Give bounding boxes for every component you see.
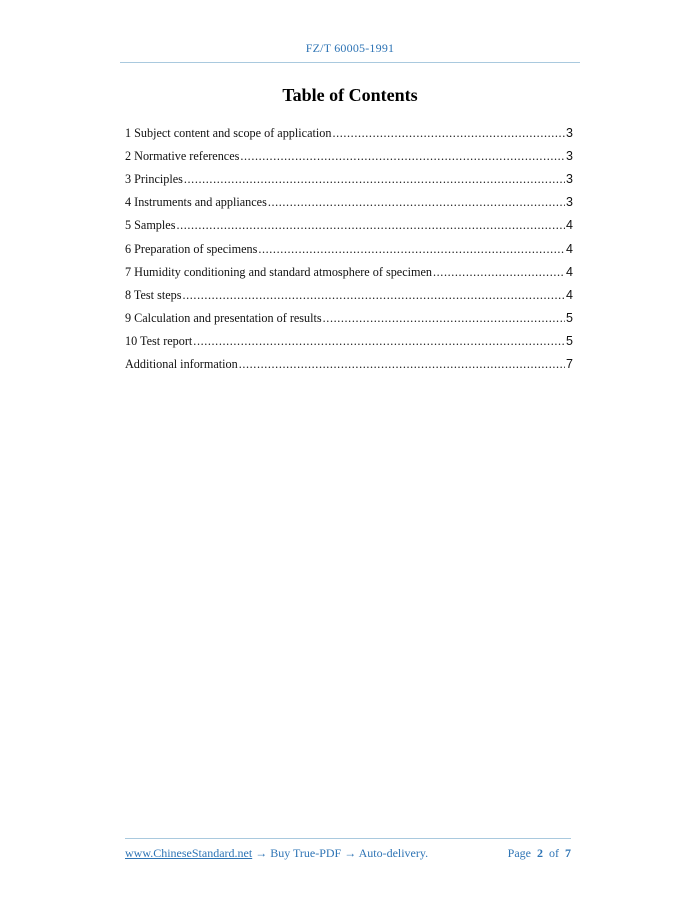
toc-dot-leader bbox=[184, 171, 565, 187]
total-pages-number: 7 bbox=[565, 846, 571, 860]
toc-entry-label: 7 Humidity conditioning and standard atmosphere of specimen bbox=[125, 264, 432, 279]
toc-dot-leader bbox=[433, 264, 565, 280]
toc-entry-additional-information[interactable] bbox=[125, 349, 573, 372]
toc-entry-samples[interactable] bbox=[125, 210, 573, 233]
toc-entry-preparation[interactable] bbox=[125, 233, 573, 256]
toc-entry-label: 4 Instruments and appliances bbox=[125, 195, 267, 210]
toc-entry-label: 10 Test report bbox=[125, 333, 193, 348]
toc-dot-leader bbox=[240, 148, 565, 164]
toc-entry-label: 3 Principles bbox=[125, 172, 183, 187]
toc-heading: Table of Contents bbox=[282, 85, 418, 105]
toc-entry-page: 3 bbox=[566, 149, 573, 164]
toc-entry-page: 7 bbox=[566, 357, 573, 372]
toc-entry-test-steps[interactable] bbox=[125, 280, 573, 303]
site-link[interactable]: www.ChineseStandard.net bbox=[125, 846, 253, 860]
of-word: of bbox=[549, 846, 559, 860]
toc-entry-label: Additional information bbox=[125, 357, 238, 372]
footer-divider bbox=[125, 838, 571, 839]
toc-dot-leader bbox=[258, 241, 565, 257]
toc-dot-leader bbox=[332, 125, 565, 141]
toc-entry-principles[interactable] bbox=[125, 164, 573, 187]
toc-entry-page: 3 bbox=[566, 172, 573, 187]
toc-entry-instruments[interactable] bbox=[125, 187, 573, 210]
page-number bbox=[508, 846, 571, 861]
toc-entry-page: 3 bbox=[566, 126, 573, 141]
toc-dot-leader bbox=[193, 333, 565, 349]
toc-entry-page: 5 bbox=[566, 333, 573, 348]
toc-entry-test-report[interactable] bbox=[125, 326, 573, 349]
toc-dot-leader bbox=[239, 356, 565, 372]
header-divider bbox=[120, 62, 580, 63]
toc-entry-normative-references[interactable] bbox=[125, 141, 573, 164]
toc-dot-leader bbox=[182, 287, 565, 303]
footer-promo-text: → Buy True-PDF → Auto-delivery. bbox=[252, 846, 429, 860]
toc-entry-label: 8 Test steps bbox=[125, 287, 182, 302]
toc-dot-leader bbox=[268, 194, 565, 210]
toc-entry-page: 4 bbox=[566, 218, 573, 233]
toc-entry-label: 2 Normative references bbox=[125, 149, 240, 164]
toc-entry-page: 4 bbox=[566, 264, 573, 279]
toc-entry-label: 6 Preparation of specimens bbox=[125, 241, 258, 256]
toc-entry-page: 5 bbox=[566, 310, 573, 325]
toc-entry-label: 5 Samples bbox=[125, 218, 176, 233]
toc-entry-subject-content[interactable] bbox=[125, 118, 573, 141]
toc-dot-leader bbox=[176, 217, 565, 233]
toc-entry-label: 1 Subject content and scope of application bbox=[125, 126, 332, 141]
toc-entry-label: 9 Calculation and presentation of results bbox=[125, 310, 322, 325]
current-page-number: 2 bbox=[537, 846, 543, 860]
toc-list bbox=[125, 118, 573, 372]
toc-entry-calculation[interactable] bbox=[125, 303, 573, 326]
toc-dot-leader bbox=[323, 310, 565, 326]
footer-promo bbox=[125, 846, 428, 861]
toc-entry-page: 4 bbox=[566, 287, 573, 302]
header-standard-code: FZ/T 60005-1991 bbox=[305, 41, 395, 55]
toc-entry-page: 4 bbox=[566, 241, 573, 256]
toc-entry-humidity-conditioning[interactable] bbox=[125, 257, 573, 280]
toc-entry-page: 3 bbox=[566, 195, 573, 210]
page-word: Page bbox=[507, 846, 531, 860]
